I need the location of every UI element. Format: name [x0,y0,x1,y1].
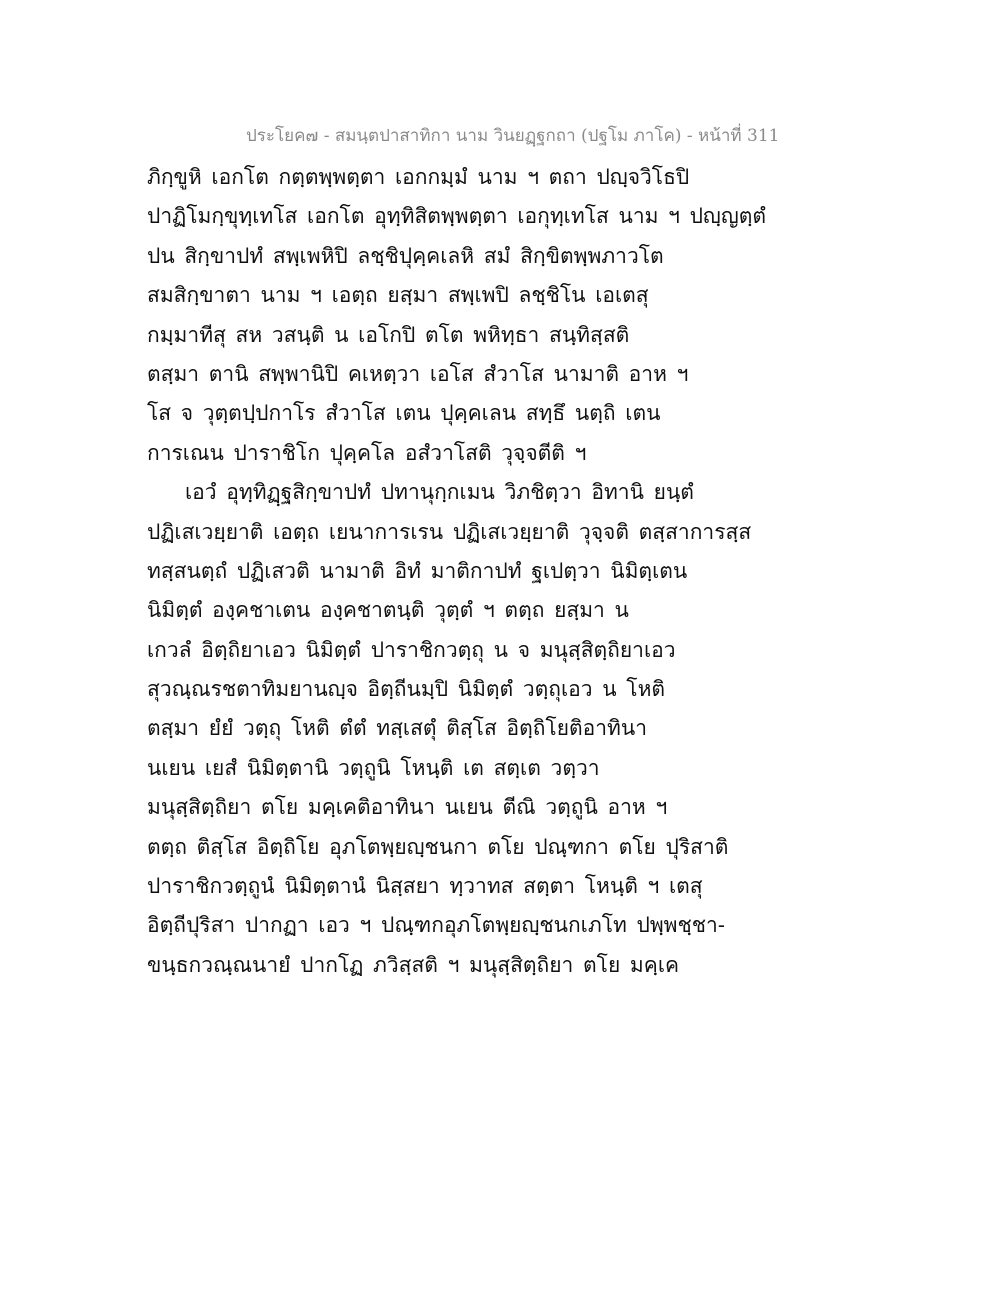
text-line: สมสิกฺขาตา นาม ฯ เอตฺถ ยสฺมา สพฺเพปิ ลชฺชิโน เอเตสุ [147,283,649,308]
text-line: ปาราชิกวตฺถูนํ นิมิตฺตานํ นิสฺสยา ทฺวาทส สตฺตา โหนฺติ ฯ เตสุ [147,874,703,899]
page-header: ประโยค๗ - สมนฺตปาสาทิกา นาม วินยฏฺฐกถา (ปฐโม ภาโค) - หน้าที่ 311 [246,126,780,146]
paragraph [147,473,867,985]
text-line: กมฺมาทีสุ สห วสนฺติ น เอโกปิ ตโต พหิทฺธา สนฺทิสฺสติ [147,322,630,347]
text-line: เกวลํ อิตฺถิยาเอว นิมิตฺตํ ปาราชิกวตฺถุ น จ มนุสฺสิตฺถิยาเอว [147,637,676,662]
text-line: ปน สิกฺขาปทํ สพฺเพหิปิ ลชฺชิปุคฺคเลหิ สมํ สิกฺขิตพฺพภาวโต [147,243,664,268]
text-line: ตสฺมา ตานิ สพฺพานิปิ คเหตฺวา เอโส สํวาโส นามาติ อาห ฯ [147,361,689,386]
text-line: ทสฺสนตฺถํ ปฏิเสวติ นามาติ อิทํ มาติกาปทํ ฐเปตฺวา นิมิตฺเตน [147,558,688,583]
text-line: อิตฺถีปุริสา ปากฏา เอว ฯ ปณฺฑกอุภโตพฺยญฺชนกเภโท ปพฺพชฺชา- [147,913,725,938]
text-line: ขนฺธกวณฺณนายํ ปากโฏ ภวิสฺสติ ฯ มนุสฺสิตฺถิยา ตโย มคฺเค [147,952,680,977]
text-line: ปฏิเสเวยฺยาติ เอตฺถ เยนาการเรน ปฏิเสเวยฺยาติ วุจฺจติ ตสฺสาการสฺส [147,519,752,544]
text-line: มนุสฺสิตฺถิยา ตโย มคฺเคติอาทินา นเยน ตีณิ วตฺถูนิ อาห ฯ [147,795,668,820]
text-line: นเยน เยสํ นิมิตฺตานิ วตฺถูนิ โหนฺติ เต สตฺเต วตฺวา [147,755,600,780]
text-line: ภิกฺขูหิ เอกโต กตฺตพฺพตฺตา เอกกมฺมํ นาม ฯ ตถา ปญฺจวิโธปิ [147,165,690,189]
text-line: โส จ วุตฺตปฺปกาโร สํวาโส เตน ปุคฺคเลน สทฺธึ นตฺถิ เตน [147,401,661,426]
body-text [147,158,867,985]
text-line: ตตฺถ ติสฺโส อิตฺถิโย อุภโตพฺยญฺชนกา ตโย ปณฺฑกา ตโย ปุริสาติ [147,834,729,859]
text-line: สุวณฺณรชตาทิมยานญฺจ อิตฺถีนมฺปิ นิมิตฺตํ วตฺถุเอว น โหติ [147,677,666,702]
paragraph [147,158,867,473]
text-line: การเณน ปาราชิโก ปุคฺคโล อสํวาโสติ วุจฺจตีติ ฯ [147,440,587,465]
text-line: นิมิตฺตํ องฺคชาเตน องฺคชาตนฺติ วุตฺตํ ฯ ตตฺถ ยสฺมา น [147,598,629,623]
text-line: ตสฺมา ยํยํ วตฺถุ โหติ ตํตํ ทสฺเสตุํ ติสฺโส อิตฺถิโยติอาทินา [147,716,648,741]
text-line: เอวํ อุทฺทิฏฺฐสิกฺขาปทํ ปทานุกฺกเมน วิภชิตฺวา อิทานิ ยนฺตํ [185,480,694,505]
text-line: ปาฏิโมกฺขุทฺเทโส เอกโต อุทฺทิสิตพฺพตฺตา เอกุทฺเทโส นาม ฯ ปญฺญตฺตํ [147,204,766,229]
